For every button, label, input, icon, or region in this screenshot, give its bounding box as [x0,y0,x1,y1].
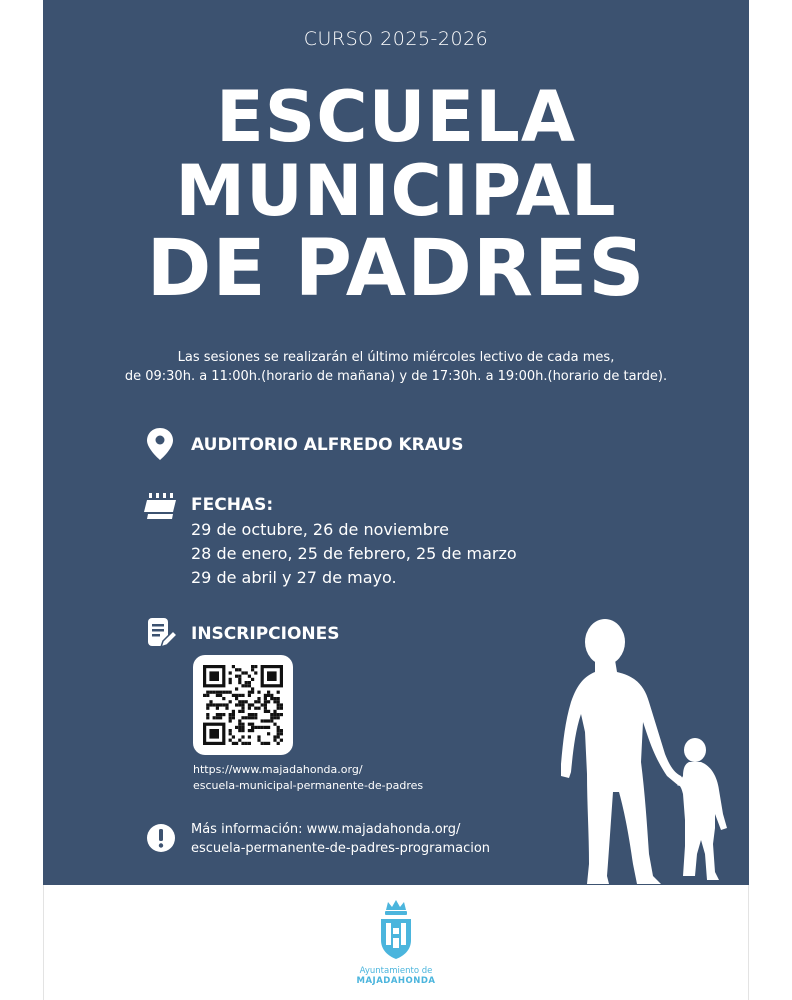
calendar-icon [143,492,177,520]
qr-code-pattern [203,665,283,745]
majadahonda-crest-logo [376,898,416,962]
description-line-1: Las sesiones se realizarán el último miércoles lectivo de cada mes, [177,350,615,365]
title-line-3: DE PADRES [146,224,646,314]
map-pin-icon [146,427,174,461]
dates-label: FECHAS: [191,495,274,515]
dates-list [191,518,517,590]
registration-url-line-1: https://www.majadahonda.org/ [193,763,363,776]
registration-label: INSCRIPCIONES [191,624,340,644]
description-line-2: de 09:30h. a 11:00h.(horario de mañana) y de 17:30h. a 19:00h.(horario de tarde). [124,369,668,384]
more-info [191,820,490,858]
registration-url[interactable] [193,762,423,794]
title-line-2: MUNICIPAL [175,150,617,232]
father-child-silhouette [529,614,729,885]
session-description [43,348,749,386]
location-label: AUDITORIO ALFREDO KRAUS [191,435,464,455]
logo-line-1: Ayuntamiento de [359,966,433,976]
more-info-line-1: Más información: www.majadahonda.org/ [191,822,461,837]
more-info-line-2: escuela-permanente-de-padres-programacion [191,841,491,856]
dates-line-1: 29 de octubre, 26 de noviembre [191,520,449,539]
title-line-1: ESCUELA [215,76,577,158]
dates-line-3: 29 de abril y 27 de mayo. [191,568,397,587]
blue-panel [43,0,749,885]
registration-qr-code[interactable] [193,655,293,755]
exclamation-icon [146,823,176,853]
course-year: CURSO 2025-2026 [303,28,489,50]
form-edit-icon [147,617,177,651]
logo-line-2: MAJADAHONDA [356,976,436,986]
dates-line-2: 28 de enero, 25 de febrero, 25 de marzo [191,544,517,563]
registration-url-line-2: escuela-municipal-permanente-de-padres [193,779,424,792]
municipality-name [333,966,459,986]
